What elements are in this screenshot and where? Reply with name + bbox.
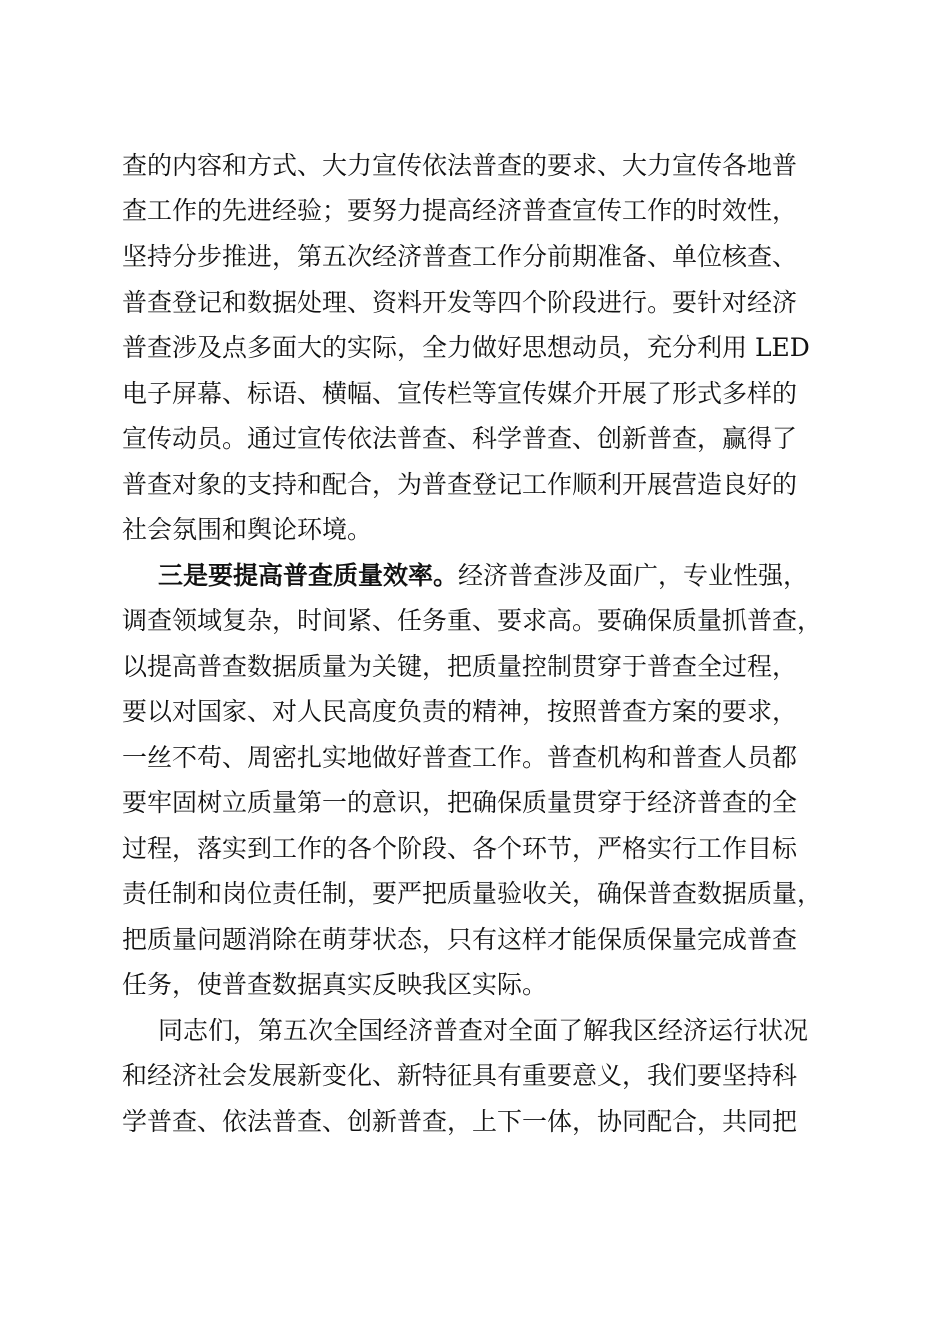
paragraph-line [0,876,950,912]
line-text: 要以对国家、对人民高度负责的精神，按照普查方案的要求， [122,697,798,726]
line-text: 一丝不苟、周密扎实地做好普查工作。普查机构和普查人员都 [122,743,798,772]
paragraph-line [0,239,950,275]
line-text: 把质量问题消除在萌芽状态，只有这样才能保质保量完成普查 [122,925,798,954]
line-text: 查的内容和方式、大力宣传依法普查的要求、大力宣传各地普 [122,151,798,180]
paragraph-line [0,1013,950,1049]
paragraph-line [0,376,950,412]
paragraph-line [0,785,950,821]
line-text: 调查领域复杂，时间紧、任务重、要求高。要确保质量抓普查， [122,606,823,635]
line-text: 坚持分步推进，第五次经济普查工作分前期准备、单位核查、 [122,242,798,271]
section-heading: 三是要提高普查质量效率。 [158,561,459,590]
line-text: 和经济社会发展新变化、新特征具有重要意义，我们要坚持科 [122,1061,798,1090]
paragraph-line [0,1058,950,1094]
line-text: 责任制和岗位责任制，要严把质量验收关，确保普查数据质量， [122,879,823,908]
paragraph-line [0,922,950,958]
paragraph-line [0,831,950,867]
paragraph-line [0,285,950,321]
line-text: 以提高普查数据质量为关键，把质量控制贯穿于普查全过程， [122,652,798,681]
paragraph-line [0,512,950,548]
line-text: 要牢固树立质量第一的意识，把确保质量贯穿于经济普查的全 [122,788,798,817]
paragraph-line [0,558,950,594]
paragraph-line [0,148,950,184]
paragraph-line [0,603,950,639]
paragraph-line [0,694,950,730]
line-text: 学普查、依法普查、创新普查，上下一体，协同配合，共同把 [122,1107,798,1136]
paragraph-line [0,193,950,229]
line-text: 普查登记和数据处理、资料开发等四个阶段进行。要针对经济 [122,288,798,317]
paragraph-line [0,467,950,503]
line-text: 过程，落实到工作的各个阶段、各个环节，严格实行工作目标 [122,834,798,863]
paragraph-line [0,421,950,457]
line-text: 电子屏幕、标语、横幅、宣传栏等宣传媒介开展了形式多样的 [122,379,798,408]
paragraph-line [0,1104,950,1140]
line-text: 普查涉及点多面大的实际，全力做好思想动员，充分利用 LED [122,333,810,362]
paragraph-line [0,740,950,776]
paragraph-line [0,967,950,1003]
line-text: 宣传动员。通过宣传依法普查、科学普查、创新普查，赢得了 [122,424,798,453]
line-text: 经济普查涉及面广，专业性强， [458,561,809,590]
line-text: 查工作的先进经验；要努力提高经济普查宣传工作的时效性， [122,196,798,225]
line-text: 同志们，第五次全国经济普查对全面了解我区经济运行状况 [158,1016,809,1045]
line-text: 任务，使普查数据真实反映我区实际。 [122,970,548,999]
paragraph-line [0,649,950,685]
line-text: 普查对象的支持和配合，为普查登记工作顺利开展营造良好的 [122,470,798,499]
paragraph-line [0,330,950,366]
line-text: 社会氛围和舆论环境。 [122,515,373,544]
